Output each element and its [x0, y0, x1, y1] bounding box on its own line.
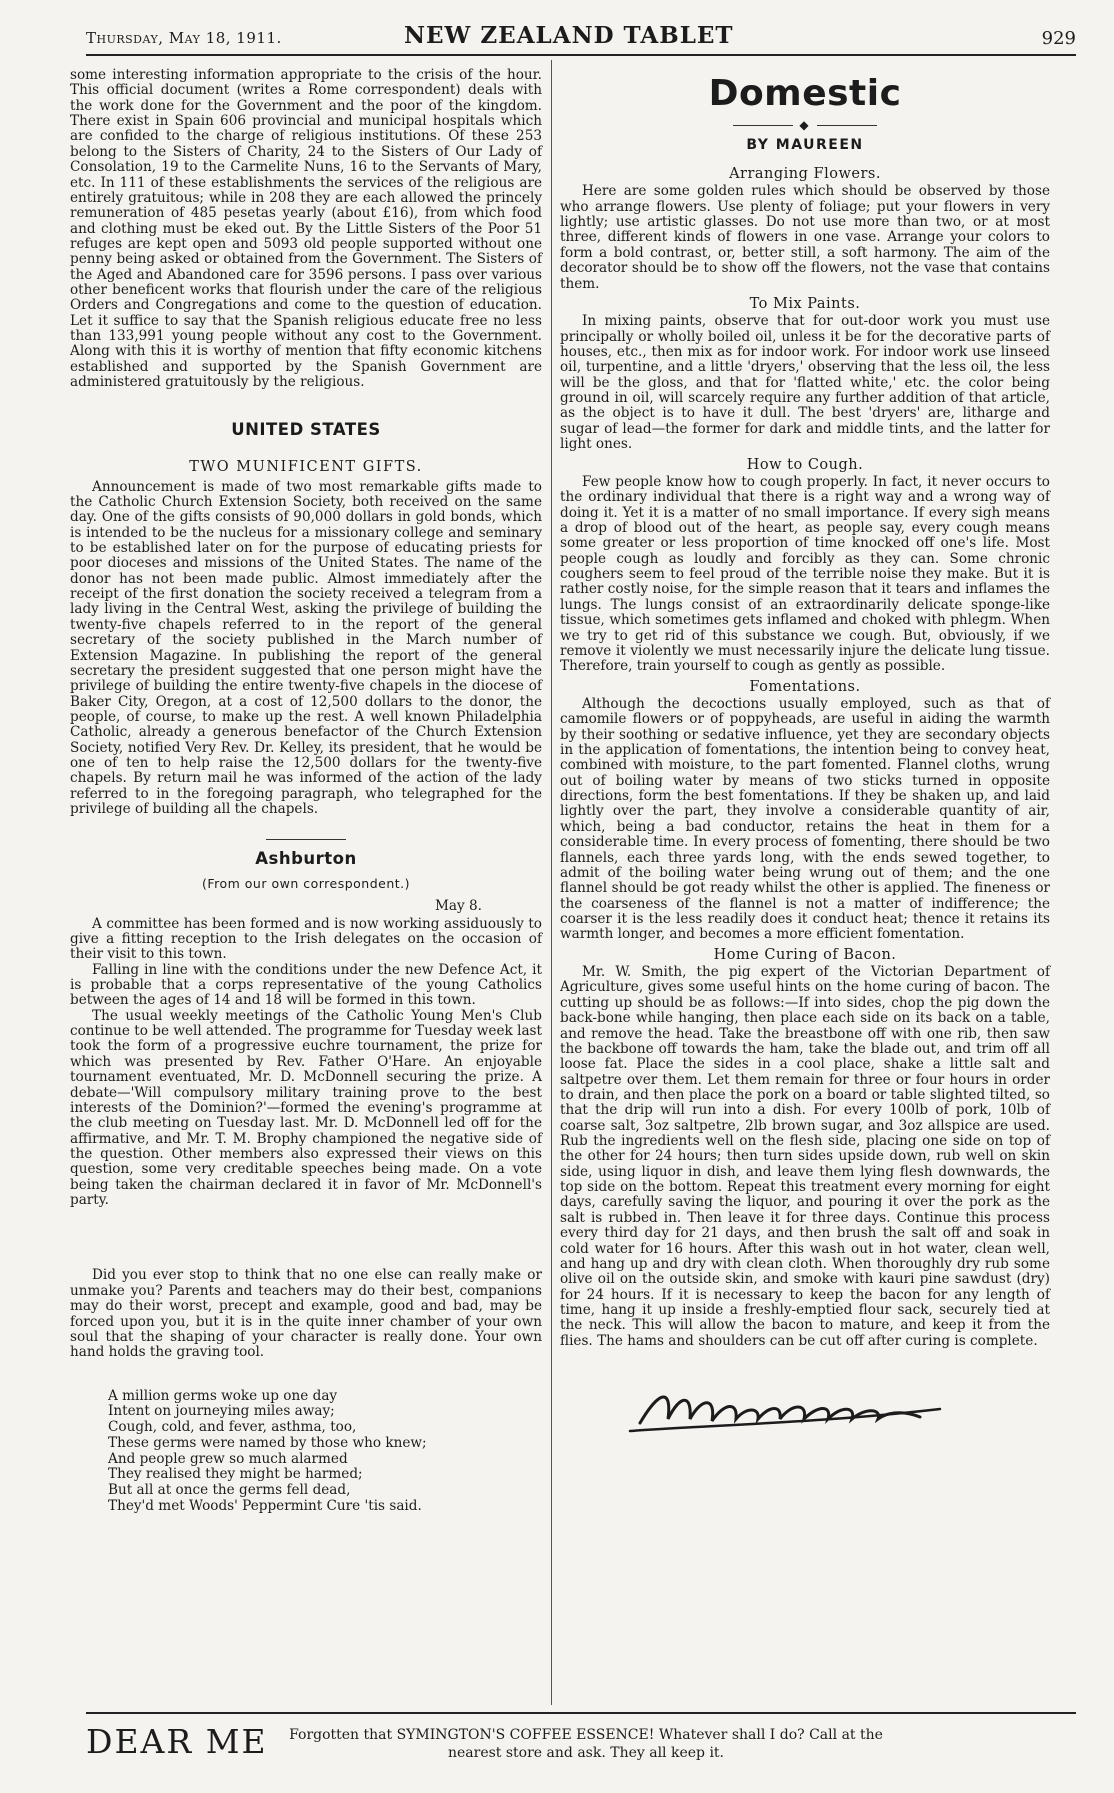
left-column	[70, 68, 542, 1515]
poem-line: But all at once the germs fell dead,	[108, 1482, 351, 1499]
spacer	[70, 1208, 542, 1268]
signature-image	[620, 1379, 960, 1439]
masthead-title: NEW ZEALAND TABLET	[404, 22, 734, 49]
ashburton-paragraph-1: A committee has been formed and is now working assiduously to give a fitting reception to the Irish delegates on the occasion of their visit to this town.	[70, 915, 542, 963]
character-paragraph: Did you ever stop to think that no one else can really make or unmake you? Parents and teachers may do their best, companions may do their worst, precept and example, good and bad, may be forced upon you, but it is in the quite inner chamber of your own soul that the shaping of your character is really done. Your own hand holds the graving tool.	[70, 1267, 542, 1361]
topic-paragraph: Few people know how to cough properly. In fact, it never occurs to the ordinary individual that there is a right way and a wrong way of doing it. Yet it is a matter of no small importance. If every sigh means a drop of blood out of the heart, as people say, every cough means some greater or less proportion of time knocked off one's life. Most people cough as loudly and forcibly as they can. Some chronic coughers seem to feel proud of the terrible noise they make. But it is rather costly noise, for the simple reason that it tears and inflames the lungs. The lungs consist of an extraordinarily delicate sponge-like tissue, which sometimes gets inflamed and choked with phlegm. When we try to get rid of this substance we cough. But, obviously, if we remove it violently we must necessarily injure the delicate lung tissue. Therefore, train yourself to cough as gently as possible.	[560, 473, 1050, 675]
us-heading: UNITED STATES	[231, 419, 381, 439]
ashburton-paragraph-3: The usual weekly meetings of the Catholic Young Men's Club continue to be well attended. The programme for Tuesday week last took the form of a progressive euchre tournament, the prize for which was presented by Rev. Father O'Hare. An enjoyable tournament eventuated, Mr. D. McDonnell securing the prize. A debate—'Will compulsory military training prove to the best interests of the Dominion?'—formed the evening's programme at the club meeting on Tuesday last. Mr. D. McDonnell led off for the affirmative, and Mr. T. M. Brophy championed the negative side of the question. Other members also expressed their views on this question, some very creditable speeches being made. On a vote being taken the chairman declared it in favor of Mr. McDonnell's party.	[70, 1007, 542, 1209]
poem-line: Cough, cold, and fever, asthma, too,	[108, 1419, 357, 1436]
ashburton-dateline: May 8.	[435, 898, 482, 915]
advert-headline: DEAR ME	[86, 1722, 268, 1761]
topic-heading: Home Curing of Bacon.	[713, 946, 897, 963]
topic-heading: Arranging Flowers.	[729, 166, 881, 183]
advertisement	[86, 1722, 1076, 1782]
masthead	[86, 22, 1076, 52]
poem-line: They realised they might be harmed;	[108, 1466, 363, 1483]
topic-heading: How to Cough.	[746, 456, 864, 473]
spain-paragraph: some interesting information appropriate to the crisis of the hour. This official document (writes a Rome correspondent) deals with the work done for the Government and the poor of the kingdom. There exist in Spain 606 provincial and municipal hospitals which are confided to the charge of religious institutions. Of these 253 belong to the Sisters of Charity, 24 to the Sisters of Our Lady of Consolation, 19 to the Carmelite Nuns, 16 to the Servants of Mary, etc. In 111 of these establishments the services of the religious are entirely gratuitous; while in 208 they are each allowed the princely remuneration of 485 pesetas yearly (about £16), from which food and clothing must be eked out. By the Little Sisters of the Poor 51 refuges are kept open and 5093 old people supported without one penny being asked or obtained from the Government. The Sisters of the Aged and Abandoned care for 3596 persons. I pass over various other beneficent works that flourish under the care of the religious Orders and Congregations and come to the question of education. Let it suffice to say that the Spanish religious educate free no less than 133,991 young people without any cost to the Government. Along with this it is worthy of mention that fifty economic kitchens established and supported by the Spanish Government are administered gratuitously by the religious.	[70, 67, 542, 391]
ornament-divider: ◆	[560, 119, 1050, 133]
signature	[620, 1379, 1050, 1439]
poem-line: And people grew so much alarmed	[108, 1450, 348, 1467]
topic-heading: To Mix Paints.	[749, 295, 861, 312]
us-subheading: TWO MUNIFICENT GIFTS.	[189, 459, 423, 476]
topic-paragraph: Although the decoctions usually employed, such as that of camomile flowers or of poppyheads, are useful in aiding the warmth by their soothing or sedative influence, yet they are secondary objects in the application of fomentations, the intention being to convey heat, combined with moisture, to the part fomented. Flannel cloths, wrung out of boiling water by means of two sticks turned in opposite directions, form the best fomentations. If they be shaken up, and laid lightly over the part, they involve a considerable quantity of air, which, being a bad conductor, retains the heat in them for a considerable time. In every process of fomenting, there should be two flannels, each three yards long, with the ends sewed together, to admit of the boiling water being wrung out of them; and the one flannel should be got ready whilst the other is applied. The fineness or the coarseness of the flannel is not a matter of indifference; the coarser it is the less readily does it conduct heat; thence it retains its warmth longer, and becomes a more efficient fomentation.	[560, 695, 1050, 943]
advert-text: Forgotten that SYMINGTON'S COFFEE ESSENCE! Whatever shall I do? Call at the nearest store and ask. They all keep it.	[289, 1727, 883, 1762]
ashburton-heading: Ashburton	[255, 849, 357, 869]
ashburton-correspondent: (From our own correspondent.)	[201, 876, 411, 892]
byline: BY MAUREEN	[746, 137, 864, 154]
us-paragraph: Announcement is made of two most remarkable gifts made to the Catholic Church Extension Society, both received on the same day. One of the gifts consists of 90,000 dollars in gold bonds, which is intended to be the nucleus for a missionary college and seminary to be established later on for the purpose of educating priests for poor dioceses and missions of the United States. The name of the donor has not been made public. Almost immediately after the receipt of the first donation the society received a telegram from a lady living in the Central West, asking the privilege of building the twenty-five chapels referred to in the report of the general secretary of the society published in the March number of Extension Magazine. In publishing the report of the general secretary the president suggested that one person might have the privilege of building the entire twenty-five chapels in the diocese of Baker City, Oregon, at a cost of 12,500 dollars to the donor, the people, of course, to make up the rest. A well known Philadelphia Catholic, already a generous benefactor of the Church Extension Society, notified Very Rev. Dr. Kelley, its president, that he would be one of ten to help raise the 12,500 dollars for the twenty-five chapels. By return mail he was informed of the action of the lady referred to in the foregoing paragraph, who telegraphed for the privilege of building all the chapels.	[70, 478, 542, 818]
right-column	[560, 68, 1050, 1439]
ashburton-paragraph-2: Falling in line with the conditions under the new Defence Act, it is probable that a corps representative of the young Catholics between the ages of 14 and 18 will be formed in this town.	[70, 961, 542, 1009]
poem-line: These germs were named by those who knew;	[108, 1434, 427, 1451]
poem-line: Intent on journeying miles away;	[108, 1403, 335, 1420]
topic-paragraph: Mr. W. Smith, the pig expert of the Victorian Department of Agriculture, gives some useful hints on the home curing of bacon. The cutting up should be as follows:—If into sides, chop the pig down the back-bone while hanging, then place each side on its back on a table, and remove the head. Take the breastbone off with one rib, then saw the backbone off towards the ham, take the blade out, and trim off all loose fat. Place the sides in a cool place, shake a little salt and saltpetre over them. Let them remain for three or four hours in order to drain, and then place the pork on a board or table slighted tilted, so that the drip will run into a dish. For every 100lb of pork, 10lb of coarse salt, 3oz saltpetre, 2lb brown sugar, and 3oz allspice are used. Rub the ingredients well on the flesh side, placing one side on top of the other for 24 hours; then turn sides upside down, rub well on skin side, using liquor in dish, and leave them lying flesh downwards, the top side on the bottom. Repeat this treatment every morning for eight days, carefully saving the liquor, and pouring it over the pork as the salt is rubbed in. Then leave it for three days. Continue this process every third day for 21 days, and then brush the salt off and soak in cold water for 16 hours. After this wash out in hot water, clean well, and hang up and dry with clean cloth. When thoroughly dry rub some olive oil on the outside skin, and smoke with kauri pine sawdust (dry) for 24 hours. If it is necessary to keep the bacon for any length of time, hang it up inside a freshly-emptied flour sack, securely tied at the neck. This will allow the bacon to mature, and keep it from the flies. The hams and shoulders can be cut off after curing is complete.	[560, 964, 1050, 1349]
section-rule	[266, 839, 346, 840]
topic-paragraph: Here are some golden rules which should be observed by those who arrange flowers. Use plenty of foliage; put your flowers in very lightly; use artistic glasses. Do not use more than two, or at most three, different kinds of flowers in one vase. Arrange your colors to form a bold contrast, or, better still, a soft harmony. The aim of the decorator should be to show off the flowers, not the vase that contains them.	[560, 183, 1050, 292]
domestic-title: Domestic	[708, 73, 902, 114]
column-divider	[551, 60, 552, 1705]
topic-heading: Fomentations.	[749, 678, 861, 695]
page-number: 929	[1041, 28, 1076, 49]
poem-line: A million germs woke up one day	[108, 1387, 338, 1404]
masthead-date: Thursday, May 18, 1911.	[86, 29, 282, 47]
topic-paragraph: In mixing paints, observe that for out-door work you must use principally or wholly boiled oil, unless it be for the decorative parts of houses, etc., then mix as for indoor work. For indoor work use linseed oil, turpentine, and a little 'dryers,' observing that the less oil, the less will be the gloss, and that for 'flatted white,' etc. the color being ground in oil, will scarcely require any further addition of that article, as the object is to have it dull. The best 'dryers' are, litharge and sugar of lead—the former for dark and middle tints, and the latter for light ones.	[560, 313, 1050, 453]
poem-line: They'd met Woods' Peppermint Cure 'tis said.	[108, 1497, 422, 1514]
advert-rule	[86, 1712, 1076, 1714]
masthead-rule	[86, 54, 1076, 56]
poem	[108, 1389, 542, 1515]
